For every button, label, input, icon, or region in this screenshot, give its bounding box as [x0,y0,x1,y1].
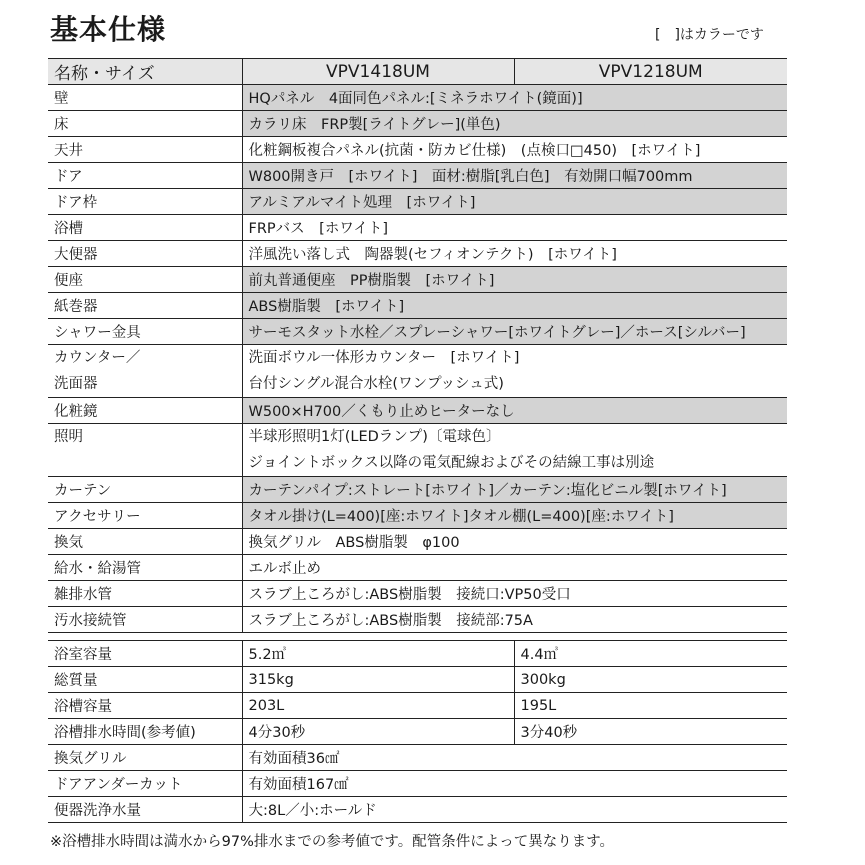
capacity-value-1418: 5.2㎥ [242,641,514,667]
spec-row [48,111,787,137]
spec-value: 化粧鋼板複合パネル(抗菌・防カビ仕様) (点検口□450) [ホワイト] [242,137,787,163]
page-title: 基本仕様 [50,13,167,46]
header-row [48,59,787,85]
color-note: [ ]はカラーです [655,27,764,43]
spec-row [48,85,787,111]
spec-label: 壁 [48,85,242,111]
spec-value: W500×H700／くもり止めヒーターなし [242,398,787,424]
spec-value: エルボ止め [242,555,787,581]
spec-value: FRPバス [ホワイト] [242,215,787,241]
spec-label: 雑排水管 [48,581,242,607]
spec-row [48,293,787,319]
spec-label: 給水・給湯管 [48,555,242,581]
spec-row [48,241,787,267]
spec-row [48,529,787,555]
capacity-value: 大:8L／小:ホールド [242,797,787,823]
spec-row [48,319,787,345]
capacity-value: 有効面積167㎠ [242,771,787,797]
capacity-value-1218: 300kg [514,667,787,693]
capacity-label: 浴室容量 [48,641,242,667]
spec-value: サーモスタット水栓／スプレーシャワー[ホワイトグレー]／ホース[シルバー] [242,319,787,345]
footnote: ※浴槽排水時間は満水から97%排水までの参考値です。配管条件によって異なります。 [50,834,615,850]
spec-label: 汚水接続管 [48,607,242,633]
header-label: 名称・サイズ [48,59,242,85]
spec-label: 床 [48,111,242,137]
spec-value: W800開き戸 [ホワイト] 面材:樹脂[乳白色] 有効開口幅700mm [242,163,787,189]
spec-value: スラブ上ころがし:ABS樹脂製 接続口:VP50受口 [242,581,787,607]
model-1418: VPV1418UM [242,59,514,85]
spec-row [48,137,787,163]
spec-value: カーテンパイプ:ストレート[ホワイト]／カーテン:塩化ビニル製[ホワイト] [242,477,787,503]
spec-label: 便座 [48,267,242,293]
spec-row [48,189,787,215]
spec-row [48,163,787,189]
spec-row [48,424,787,477]
capacity-row [48,693,787,719]
spec-label: 大便器 [48,241,242,267]
capacity-label: 総質量 [48,667,242,693]
capacity-table [48,640,787,823]
spec-value: アルミアルマイト処理 [ホワイト] [242,189,787,215]
spec-row [48,477,787,503]
spec-row [48,398,787,424]
capacity-row [48,641,787,667]
model-1218: VPV1218UM [514,59,787,85]
spec-value: スラブ上ころがし:ABS樹脂製 接続部:75A [242,607,787,633]
spec-value: ABS樹脂製 [ホワイト] [242,293,787,319]
capacity-label: 浴槽容量 [48,693,242,719]
spec-row [48,345,787,398]
capacity-label: ドアアンダーカット [48,771,242,797]
capacity-value-1418: 4分30秒 [242,719,514,745]
spec-label: 天井 [48,137,242,163]
spec-table [48,58,787,633]
spec-label: 換気 [48,529,242,555]
spec-label: 浴槽 [48,215,242,241]
capacity-label: 便器洗浄水量 [48,797,242,823]
spec-row [48,267,787,293]
capacity-value-1218: 3分40秒 [514,719,787,745]
spec-label: ドア [48,163,242,189]
spec-value: 洋風洗い落し式 陶器製(セフィオンテクト) [ホワイト] [242,241,787,267]
capacity-label: 換気グリル [48,745,242,771]
spec-value: 半球形照明1灯(LEDランプ)〔電球色〕 ジョイントボックス以降の電気配線およびその結線工事は別途 [242,424,787,477]
spec-label: ドア枠 [48,189,242,215]
spec-value: タオル掛け(L=400)[座:ホワイト]タオル棚(L=400)[座:ホワイト] [242,503,787,529]
capacity-row [48,667,787,693]
spec-label: アクセサリー [48,503,242,529]
spec-label: 化粧鏡 [48,398,242,424]
spec-row [48,215,787,241]
capacity-value-1218: 195L [514,693,787,719]
spec-row [48,503,787,529]
spec-label: カーテン [48,477,242,503]
spec-row [48,581,787,607]
spec-label: シャワー金具 [48,319,242,345]
capacity-row [48,719,787,745]
spec-label: 紙巻器 [48,293,242,319]
capacity-row [48,771,787,797]
spec-value: カラリ床 FRP製[ライトグレー](単色) [242,111,787,137]
spec-value: 換気グリル ABS樹脂製 φ100 [242,529,787,555]
capacity-label: 浴槽排水時間(参考値) [48,719,242,745]
spec-value: 洗面ボウル一体形カウンター [ホワイト] 台付シングル混合水栓(ワンプッシュ式) [242,345,787,398]
spec-label: 照明 [48,424,242,477]
spec-value: HQパネル 4面同色パネル:[ミネラホワイト(鏡面)] [242,85,787,111]
capacity-value-1418: 315kg [242,667,514,693]
capacity-row [48,745,787,771]
capacity-value-1418: 203L [242,693,514,719]
capacity-row [48,797,787,823]
spec-label: カウンター／ 洗面器 [48,345,242,398]
spec-value: 前丸普通便座 PP樹脂製 [ホワイト] [242,267,787,293]
spec-row [48,607,787,633]
spec-row [48,555,787,581]
capacity-value: 有効面積36㎠ [242,745,787,771]
capacity-value-1218: 4.4㎥ [514,641,787,667]
